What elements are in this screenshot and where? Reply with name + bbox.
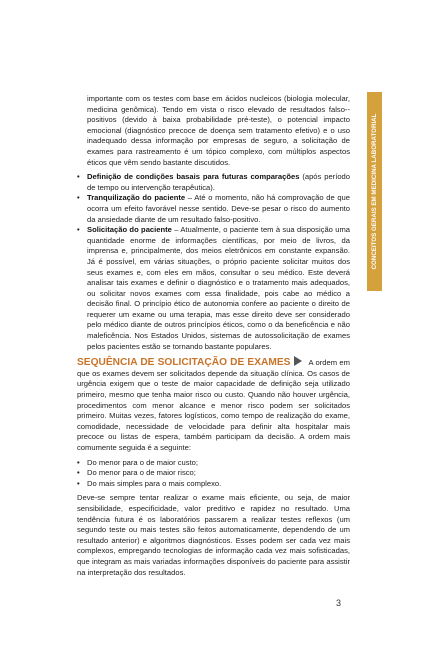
list-item [77,458,350,469]
bullet-text: Do menor para o de maior custo; [87,457,199,467]
bullet-text: – Até o momento, não há comprovação de que ocorra um efeito favorável nesse sentido. Deve-se pesar o risco do aumento da ansiedade diante de um resultado falso-positivo. [87,193,350,224]
bullet-icon: • [77,478,80,488]
bullet-icon: • [77,457,80,467]
bullet-text: – Atualmente, o paciente tem à sua disposição uma quantidade enorme de informações científicas, por meio de livros, da imprensa e, principalmente, dos meios eletrônicos em constante expansão. Já é possível, em várias situações, o próprio paciente solicitar muitos dos seus exames e, com eles em mãos, consultar o seu médico. Este deverá analisar tais exames e definir o diagnóstico e o tratamento mais adequados, ou solicitar novos exames com essa finalidade, pois cabe ao médico a decisão final. O princípio ético de autonomia confere ao paciente o direito de requerer um exame ou uma terapia, mas esse direito deve ser considerado pelo médico diante de outros princípios éticos, como o da beneficência e não maleficência. Nos Estados Unidos, sistemas de autossolicitação de exames pelos pacientes estão se tornando bastante populares. [87,225,350,351]
list-item [77,172,350,193]
bullet-text: Do menor para o de maior risco; [87,468,196,478]
chapter-title-vertical: CONCEITOS GERAIS EM MEDICINA LABORATORIAL [371,113,378,270]
page-number: 3 [336,598,342,608]
bullet-term: Definição de condições basais para futuras comparações [87,172,300,182]
list-item [77,193,350,225]
order-bullet-list [77,458,350,490]
section-title: SEQUÊNCIA DE SOLICITAÇÃO DE EXAMES [77,357,291,369]
purpose-bullet-list [77,172,350,352]
bullet-term: Solicitação do paciente [87,225,172,235]
section-text: A ordem em que os exames devem ser solicitados depende da situação clínica. Os casos de urgência exigem que o teste de maior capacidade de definição seja utilizado primeiro, mesmo que tenha maior risco ou custo. Quando não houver urgência, procedimentos com menor alcance e menor risco podem ser solicitados primeiro. Muitas vezes, fatores logísticos, como tempo de realização do exame, comodidade, necessidade de velocidade para definir alta hospitalar mais precoce ou listas de espera, também participam da decisão. A ordem mais comumente seguida é a seguinte: [77,358,350,452]
closing-paragraph: Deve-se sempre tentar realizar o exame mais eficiente, ou seja, de maior sensibilidade, especificidade, valor preditivo e rapidez no resultado. Uma tendência futura é os laboratórios passarem a realizar testes reflexos (um segundo teste ou mais testes são feitos automaticamente, dependendo de um resultado anterior) e algoritmos diagnósticos. Esses podem ser cada vez mais complexos, empregando tecnologias de informação cada vez mais sofisticadas, que integram as mais variadas informações disponíveis do paciente para assistir na interpretação dos resultados. [77,493,350,577]
section-paragraph [77,356,350,453]
list-item [77,225,350,352]
bullet-icon: • [77,468,80,478]
bullet-text: (após período de tempo ou intervenção terapêutica). [87,172,350,192]
bullet-term: Tranquilização do paciente [87,193,186,203]
list-item [77,479,350,490]
bullet-icon: • [77,193,80,203]
bullet-icon: • [77,172,80,182]
main-text-column [77,94,350,582]
bullet-icon: • [77,225,80,235]
triangle-arrow-icon [294,356,302,366]
bullet-text: Do mais simples para o mais complexo. [87,478,222,488]
intro-paragraph: importante com os testes com base em ácidos nucleicos (biologia molecular, medicina genômica). Tendo em vista o risco elevado de resultados falso--positivos (devido à baixa probabilidade pré-teste), o potencial impacto emocional (diagnóstico precoce de doença sem tratamento efetivo) e o uso inadequado dessa informação por empresas de seguro, a solicitação de exames para rastreamento é um tópico complexo, com múltiplos aspectos éticos que vêm sendo bastante discutidos. [87,94,350,167]
list-item [77,468,350,479]
